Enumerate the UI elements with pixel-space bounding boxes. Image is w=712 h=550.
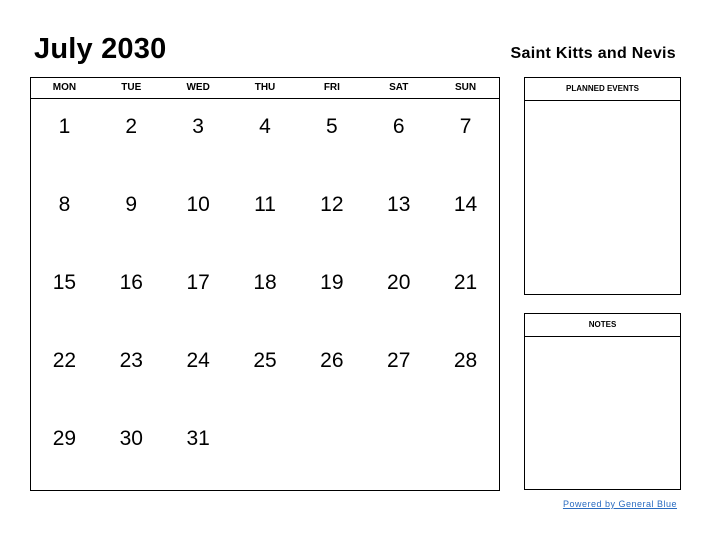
weekday-tue: TUE xyxy=(121,82,142,93)
weekday-mon: MON xyxy=(52,82,77,93)
day-cell: 29 xyxy=(52,427,77,450)
day-cell xyxy=(232,411,299,489)
day-cell: 23 xyxy=(119,349,143,372)
day-cell: 4 xyxy=(259,115,271,138)
weekday-sun: SUN xyxy=(455,82,477,93)
day-cell xyxy=(365,411,432,489)
day-cell: 27 xyxy=(387,349,411,372)
day-cell: 15 xyxy=(52,271,77,294)
day-cell: 13 xyxy=(387,193,411,216)
day-cell: 10 xyxy=(186,193,210,216)
weekday-fri: FRI xyxy=(323,82,340,93)
planned-events-title: PLANNED EVENTS xyxy=(525,78,680,101)
day-cell: 17 xyxy=(186,271,210,294)
day-cell: 16 xyxy=(119,271,143,294)
day-cell: 28 xyxy=(453,349,478,372)
day-cell: 14 xyxy=(453,193,478,216)
weekday-wed: WED xyxy=(186,82,210,93)
day-cell: 24 xyxy=(186,349,210,372)
day-cell: 7 xyxy=(459,115,472,138)
day-cell: 5 xyxy=(326,115,338,138)
day-cell: 20 xyxy=(387,271,411,294)
day-cell: 25 xyxy=(253,349,277,372)
day-cell xyxy=(432,411,499,489)
day-cell xyxy=(298,411,365,489)
day-cell: 12 xyxy=(320,193,344,216)
day-cell: 1 xyxy=(58,115,71,138)
day-cell: 2 xyxy=(125,115,138,138)
calendar-grid xyxy=(30,77,500,491)
day-cell: 30 xyxy=(119,427,143,450)
day-cell: 31 xyxy=(186,427,210,450)
powered-by-link[interactable]: Powered by General Blue xyxy=(562,499,677,509)
day-cell: 3 xyxy=(192,115,204,138)
page-title: July 2030 xyxy=(34,33,167,65)
day-cell: 22 xyxy=(52,349,77,372)
day-cell: 9 xyxy=(125,193,138,216)
day-cell: 11 xyxy=(254,193,276,216)
day-cell: 18 xyxy=(253,271,277,294)
weekday-thu: THU xyxy=(254,82,276,93)
day-cell: 6 xyxy=(392,115,405,138)
weekday-sat: SAT xyxy=(389,82,409,93)
day-cell: 8 xyxy=(58,193,71,216)
day-cell: 19 xyxy=(320,271,344,294)
day-cell: 26 xyxy=(320,349,344,372)
country-name: Saint Kitts and Nevis xyxy=(510,45,676,62)
weekday-header xyxy=(31,78,499,99)
planned-events-panel xyxy=(524,77,681,295)
notes-panel xyxy=(524,313,681,490)
notes-title: NOTES xyxy=(525,314,680,337)
calendar-body xyxy=(31,99,499,489)
day-cell: 21 xyxy=(453,271,478,294)
